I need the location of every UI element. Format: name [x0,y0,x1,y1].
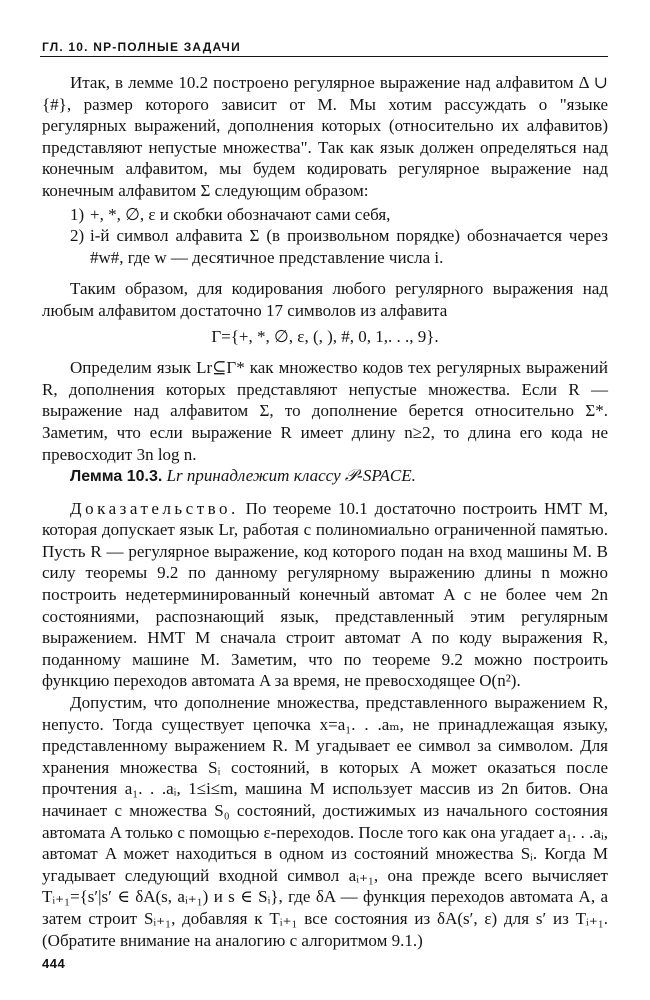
list-item-number: 2) [70,226,85,246]
paragraph-algorithm: Допустим, что дополнение множества, представленного выражением R, непусто. Тогда существует цепочка x=a₁. . .aₘ, не принадлежащая языку, представленному выражением R. M угадывает ее символ за символом. Для хранения множества Sᵢ состояний, в которых A может оказаться после прочтения a₁. . .aᵢ, 1≤i≤m, машина M использует массив из 2n битов. Она начинает с множества S₀ состояний, достижимых из начального состояния автомата A только с помощью ε-переходов. После того как она угадает a₁. . .aᵢ, автомат A может находиться в одном из состояний множества Sᵢ. Когда M угадывает следующий входной символ aᵢ₊₁, она прежде всего вычисляет Tᵢ₊₁={s′|s′ ∈ δA(s, aᵢ₊₁) и s ∈ Sᵢ}, где δA — функция переходов автомата A, а затем строит Sᵢ₊₁, добавляя к Tᵢ₊₁ все состояния из δA(s′, ε) для s′ из Tᵢ₊₁. (Обратите внимание на аналогию с алгоритмом 9.1.) [42,693,608,950]
proof-label: Доказательство. [70,498,239,518]
encoding-list [42,204,608,269]
paragraph-intro: Итак, в лемме 10.2 построено регулярное выражение над алфавитом Δ ∪ {#}, размер которого зависит от M. Мы хотим рассуждать о "языке регулярных выражений, дополнения которых (относительно их алфавитов) представляют непустые множества". Так как язык должен определяться над конечным алфавитом, мы будем кодировать регулярное выражение над конечным алфавитом Σ следующим образом: [42,73,608,200]
list-item [42,204,608,226]
list-item-number: 1) [70,204,85,224]
list-item-text: +, *, ∅, ε и скобки обозначают сами себя, [90,204,391,224]
paragraph-alphabet: Таким образом, для кодирования любого регулярного выражения над любым алфавитом достаточно 17 символов из алфавита [42,279,608,320]
list-item [42,225,608,268]
lemma-heading: Лемма 10.3. [70,468,163,486]
paragraph-language-definition: Определим язык Lr⊆Γ* как множество кодов тех регулярных выражений R, дополнения которых представляют непустые множества. Если R — выражение над алфавитом Σ, то дополнение берется относительно Σ*. Заметим, что если выражение R имеет длину n≥2, то длина его кода не превосходит 3n log n. [42,358,608,464]
alphabet-formula: Γ={+, *, ∅, ε, (, ), #, 0, 1,. . ., 9}. [211,326,439,346]
running-head: ГЛ. 10. NP-ПОЛНЫЕ ЗАДАЧИ [42,40,241,54]
paragraph-proof [42,498,608,692]
header-rule [40,56,608,57]
list-item-text: i-й символ алфавита Σ (в произвольном порядке) обозначается через #w#, где w — десятичное представление числа i. [90,226,608,267]
proof-text: По теореме 10.1 достаточно построить НМТ M, которая допускает язык Lr, работая с полиномиально ограниченной памятью. Пусть R — регулярное выражение, код которого подан на вход машины M. В силу теоремы 9.2 по данному регулярному выражению длины n можно построить недетерминированный конечный автомат A с не более чем 2n состояниями, распознающий язык, представленный этим регулярным выражением. НМТ M сначала строит автомат A по коду выражения R, поданному машине M. Заметим, что по теореме 9.2 можно построить функцию переходов автомата A за время, не превосходящее O(n²). [42,498,609,691]
lemma-text: Lr принадлежит классу 𝒫-SPACE. [166,466,416,486]
main-text [42,72,608,951]
page-number: 444 [42,956,66,971]
lemma-statement [42,465,608,488]
